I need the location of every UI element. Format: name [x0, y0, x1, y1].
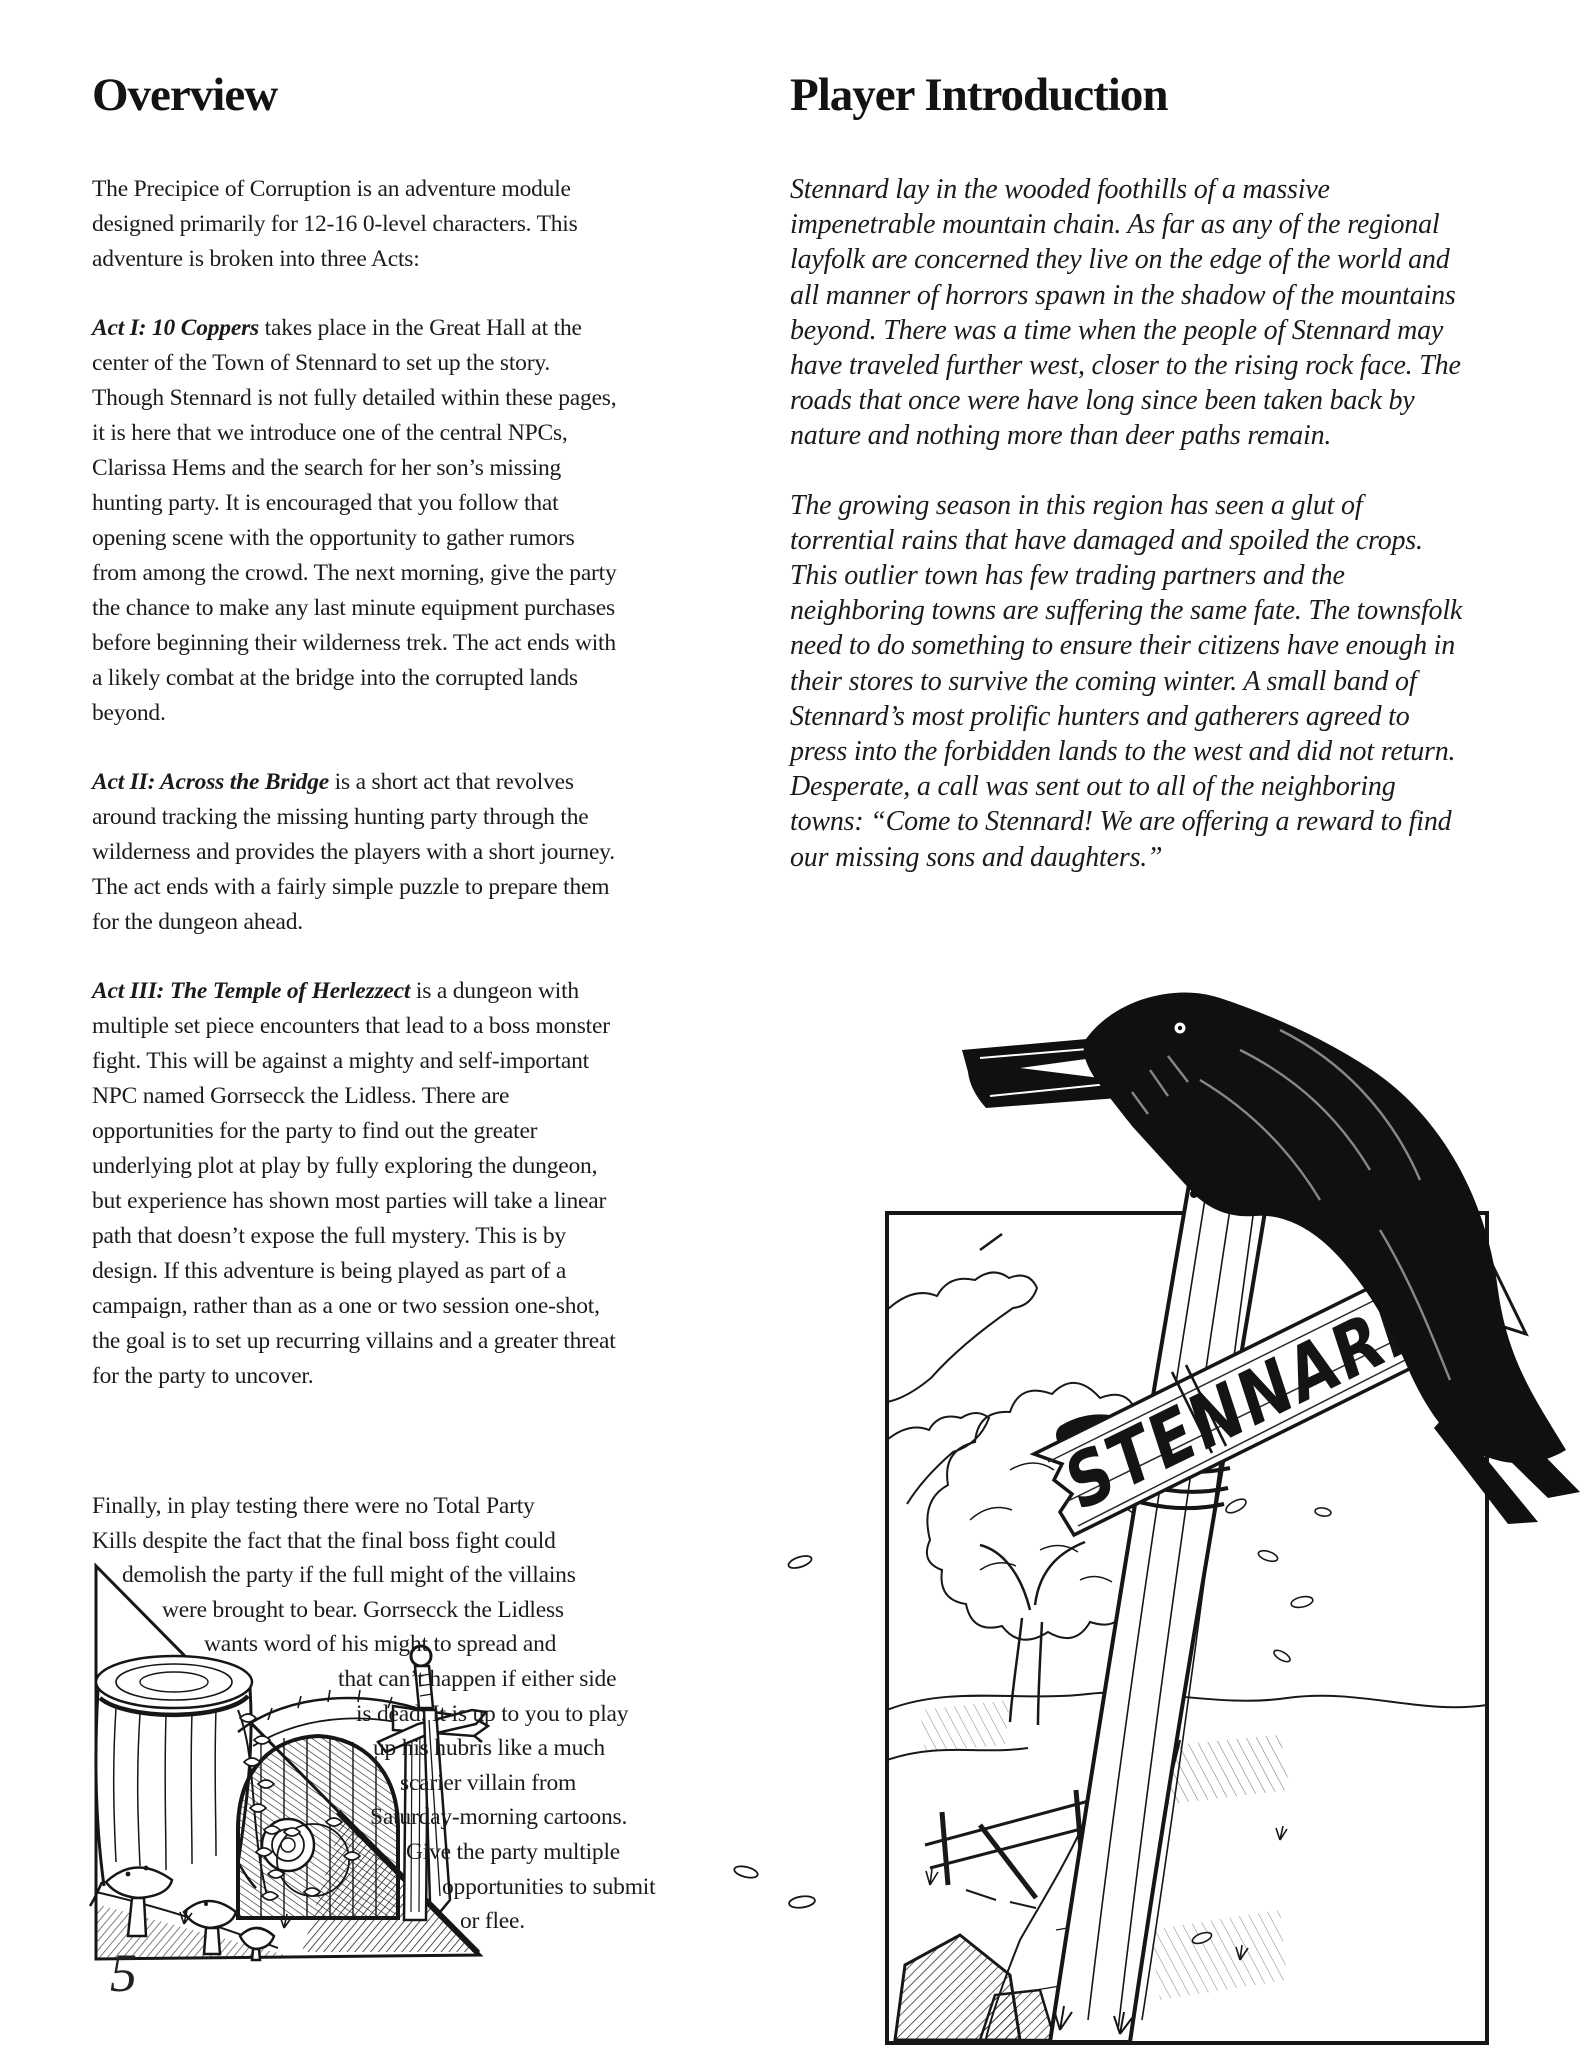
final-paragraph-line: Saturday-morning cartoons.	[370, 1804, 628, 1831]
final-paragraph-line: opportunities to submit	[442, 1873, 656, 1900]
act3-text: is a dungeon with multiple set piece encounters that lead to a boss monster fight. This will be against a mighty and self-important NPC named Gorrsecck the Lidless. There are opportunities for the party to find out the greater underlying plot at play by fully exploring the dungeon, but experience has shown most parties will take a linear path that doesn’t expose the full mystery. This is by design. If this adventure is being played as part of a campaign, rather than as a one or two session one-shot, the goal is to set up recurring villains and a greater threat for the party to uncover.	[92, 978, 616, 1389]
final-paragraph-line: Kills despite the fact that the final boss fight could	[92, 1527, 556, 1554]
final-paragraph	[92, 1489, 692, 1939]
final-paragraph-line: up his hubris like a much	[373, 1735, 605, 1762]
player-intro-paragraph-1: Stennard lay in the wooded foothills of a massive impenetrable mountain chain. As far as any of the regional layfolk are concerned they live on the edge of the world and all manner of horrors spawn in the shadow of the mountains beyond. There was a time when the people of Stennard may have traveled further west, closer to the rising rock face. The roads that once were have long since been taken back by nature and nothing more than deer paths remain.	[790, 174, 1461, 452]
act2-text: is a short act that revolves around tracking the missing hunting party through the wilderness and provides the players with a short journey. The act ends with a fairly simple puzzle to prepare them for the dungeon ahead.	[92, 769, 615, 935]
act1-text: takes place in the Great Hall at the center of the Town of Stennard to set up the story. Though Stennard is not fully detailed within these pages, it is here that we introduce one of the central NPCs, Clarissa Hems and the search for her son’s missing hunting party. It is encouraged that you follow that opening scene with the opportunity to gather rumors from among the crowd. The next morning, give the party the chance to make any last minute equipment purchases before beginning their wilderness trek. The act ends with a likely combat at the bridge into the corrupted lands beyond.	[92, 315, 617, 726]
final-paragraph-line: is dead. It is up to you to play	[356, 1700, 629, 1727]
act2-paragraph	[92, 765, 619, 940]
final-paragraph-line: Finally, in play testing there were no Total Party	[92, 1493, 535, 1519]
page-number: 5	[110, 1943, 137, 2003]
final-paragraph-line: wants word of his might to spread and	[204, 1631, 557, 1658]
final-paragraph-line: Give the party multiple	[406, 1838, 621, 1865]
final-paragraph-line: that can’t happen if either side	[338, 1665, 617, 1692]
overview-body	[92, 172, 619, 1428]
player-introduction-heading: Player Introduction	[790, 69, 1168, 121]
final-paragraph-line: were brought to bear. Gorrsecck the Lidless	[162, 1596, 564, 1623]
raven-signpost-illustration	[680, 750, 1580, 2048]
act1-label: Act I: 10 Coppers	[92, 315, 259, 341]
falling-leaves	[733, 1554, 815, 1910]
final-paragraph-line: or flee.	[460, 1908, 525, 1935]
signpost	[1050, 1122, 1278, 2042]
final-paragraph-line: scarier villain from	[400, 1769, 577, 1796]
overview-heading: Overview	[92, 69, 278, 121]
intro-paragraph: The Precipice of Corruption is an adventure module designed primarily for 12-16 0-level characters. This adventure is broken into three Acts:	[92, 176, 578, 272]
final-paragraph-line: demolish the party if the full might of the villains	[122, 1562, 576, 1589]
act1-paragraph	[92, 311, 619, 731]
act3-paragraph	[92, 974, 619, 1394]
act2-label: Act II: Across the Bridge	[92, 769, 329, 795]
act3-label: Act III: The Temple of Herlezzect	[92, 978, 411, 1004]
player-introduction-body	[790, 172, 1468, 909]
player-intro-paragraph-2: The growing season in this region has seen a glut of torrential rains that have damaged and spoiled the crops. This outlier town has few trading partners and the neighboring towns are suffering the same fate. The townsfolk need to do something to ensure their citizens have enough in their stores to survive the coming winter. A small band of Stennard’s most prolific hunters and gatherers agreed to press into the forbidden lands to the west and did not return. Desperate, a call was sent out to all of the neighboring towns: “Come to Stennard! We are offering a reward to find our missing sons and daughters.”	[790, 489, 1463, 873]
sign-text: STENNARD	[1056, 1236, 1514, 1530]
